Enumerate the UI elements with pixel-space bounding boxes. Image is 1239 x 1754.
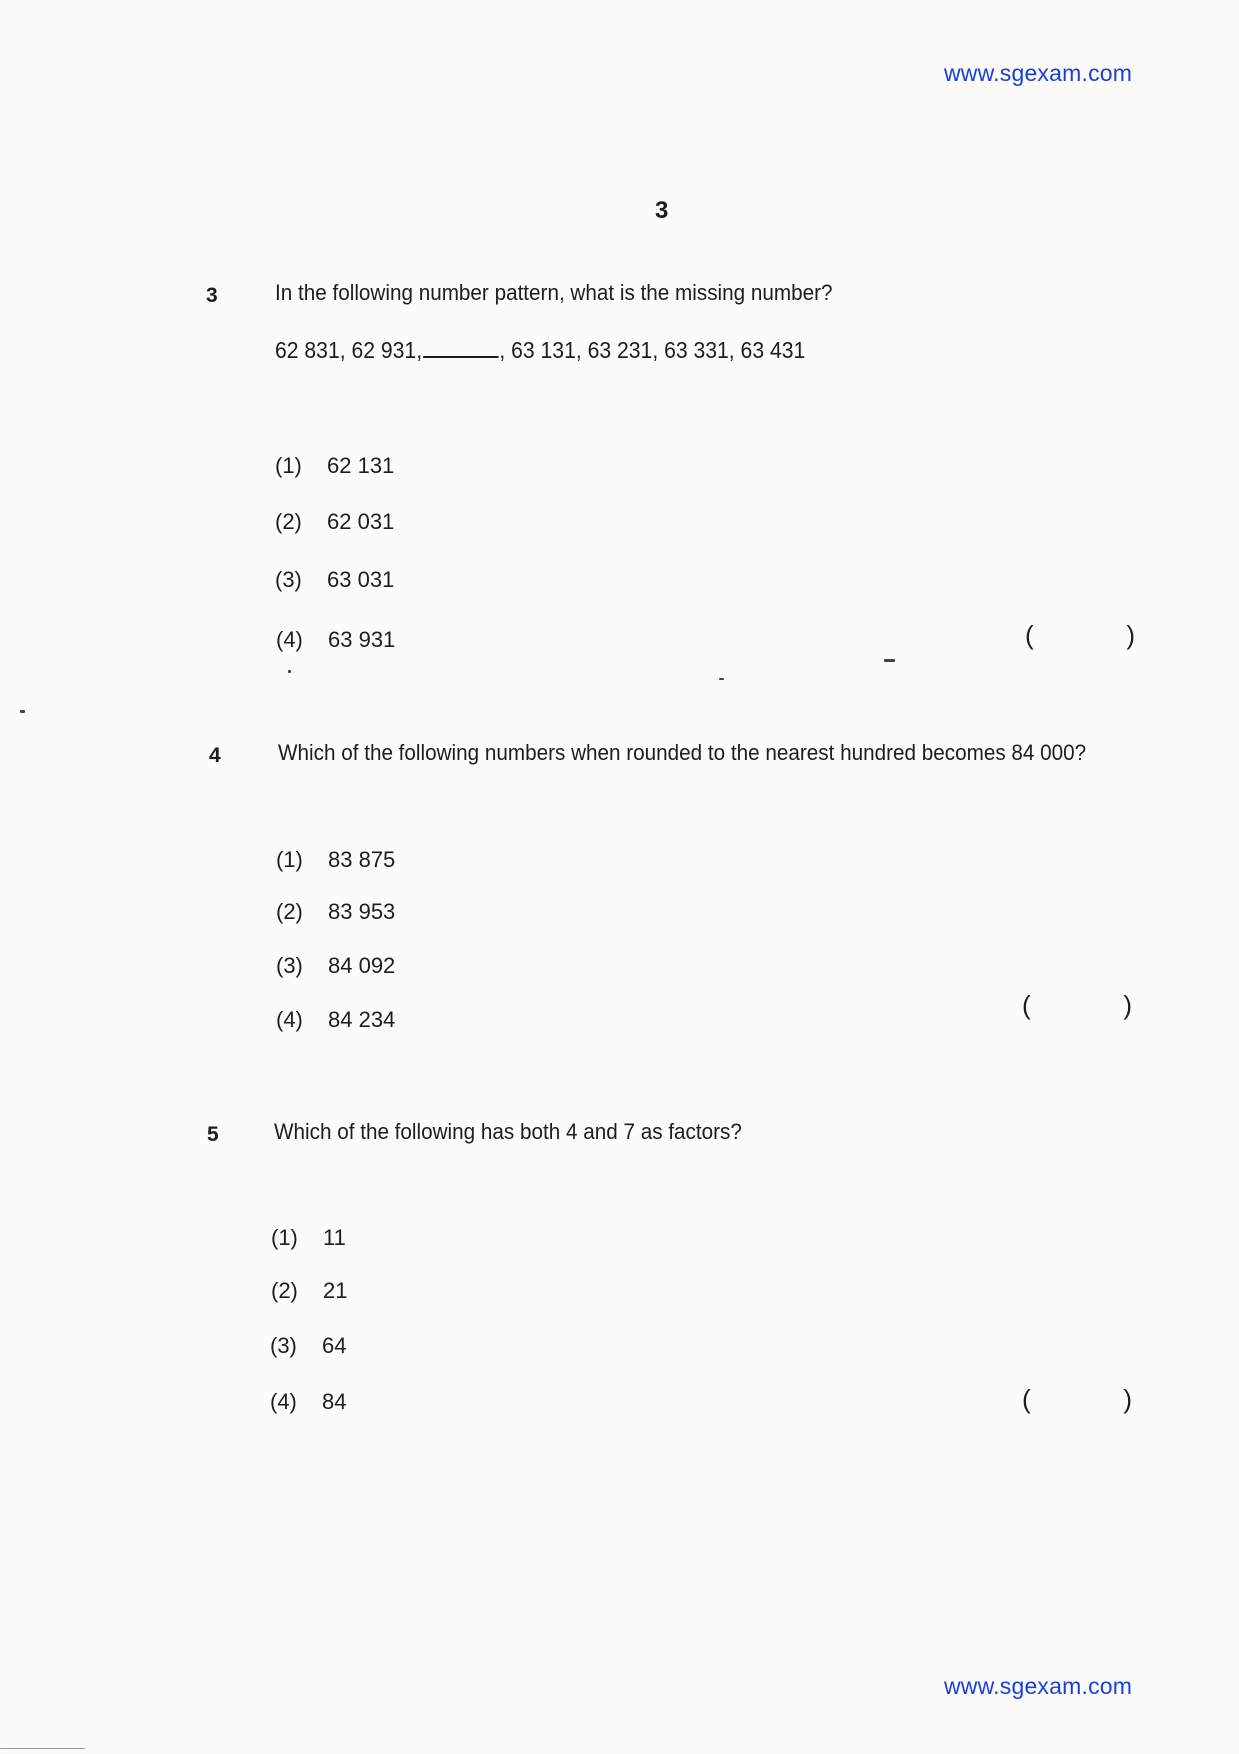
question-text: Which of the following numbers when rounded to the nearest hundred becomes 84 000?: [278, 740, 1087, 765]
option-item: [271, 1225, 346, 1251]
question-number: 4: [209, 744, 221, 767]
question-number: 3: [206, 284, 218, 307]
option-item: [276, 847, 395, 873]
option-item: [276, 627, 395, 653]
answer-close-bracket: ): [1123, 990, 1132, 1020]
watermark-bottom: www.sgexam.com: [944, 1673, 1133, 1699]
option-value: 11: [323, 1225, 346, 1250]
answer-close-bracket: ): [1126, 620, 1135, 650]
scan-speck: [20, 710, 25, 713]
option-label: (4): [270, 1389, 297, 1414]
option-label: (1): [271, 1225, 298, 1250]
question-text: Which of the following has both 4 and 7 as factors?: [274, 1119, 742, 1144]
answer-box[interactable]: [1025, 620, 1135, 651]
option-value: 63 031: [327, 567, 395, 592]
option-label: (2): [276, 899, 303, 924]
option-value: 63 931: [328, 627, 396, 652]
option-item: [276, 953, 395, 979]
option-item: [275, 567, 394, 593]
answer-open-bracket: (: [1022, 990, 1031, 1020]
option-label: (3): [276, 953, 303, 978]
option-value: 21: [323, 1278, 348, 1303]
option-item: [275, 453, 394, 479]
option-label: (1): [275, 453, 302, 478]
answer-open-bracket: (: [1022, 1384, 1031, 1414]
option-label: (2): [271, 1278, 298, 1303]
watermark-top: www.sgexam.com: [944, 60, 1133, 86]
scan-speck: [719, 678, 724, 680]
option-item: [270, 1333, 346, 1359]
number-pattern: [275, 337, 805, 364]
option-value: 83 953: [328, 899, 396, 924]
option-label: (4): [276, 627, 303, 652]
option-item: [275, 509, 394, 535]
scan-speck: [288, 670, 291, 673]
option-value: 84: [322, 1389, 347, 1414]
option-value: 64: [322, 1333, 347, 1358]
option-item: [276, 899, 395, 925]
option-item: [270, 1389, 346, 1415]
option-value: 84 234: [328, 1007, 396, 1032]
question-number: 5: [207, 1123, 219, 1146]
option-label: (3): [275, 567, 302, 592]
page-number: 3: [655, 197, 669, 224]
option-label: (1): [276, 847, 303, 872]
option-value: 62 031: [327, 509, 395, 534]
option-value: 84 092: [328, 953, 396, 978]
answer-open-bracket: (: [1025, 620, 1034, 650]
answer-box[interactable]: [1022, 1384, 1132, 1415]
scan-edge-line: [0, 1748, 85, 1749]
pattern-after: , 63 131, 63 231, 63 331, 63 431: [499, 337, 806, 363]
question-text: In the following number pattern, what is the missing number?: [275, 280, 833, 305]
scan-speck: [884, 659, 895, 662]
option-value: 83 875: [328, 847, 396, 872]
answer-box[interactable]: [1022, 990, 1132, 1021]
option-value: 62 131: [327, 453, 395, 478]
option-item: [271, 1278, 347, 1304]
missing-number-blank: [423, 338, 498, 358]
option-label: (4): [276, 1007, 303, 1032]
option-label: (2): [275, 509, 302, 534]
answer-close-bracket: ): [1123, 1384, 1132, 1414]
pattern-before: 62 831, 62 931,: [275, 337, 423, 363]
option-item: [276, 1007, 395, 1033]
option-label: (3): [270, 1333, 297, 1358]
